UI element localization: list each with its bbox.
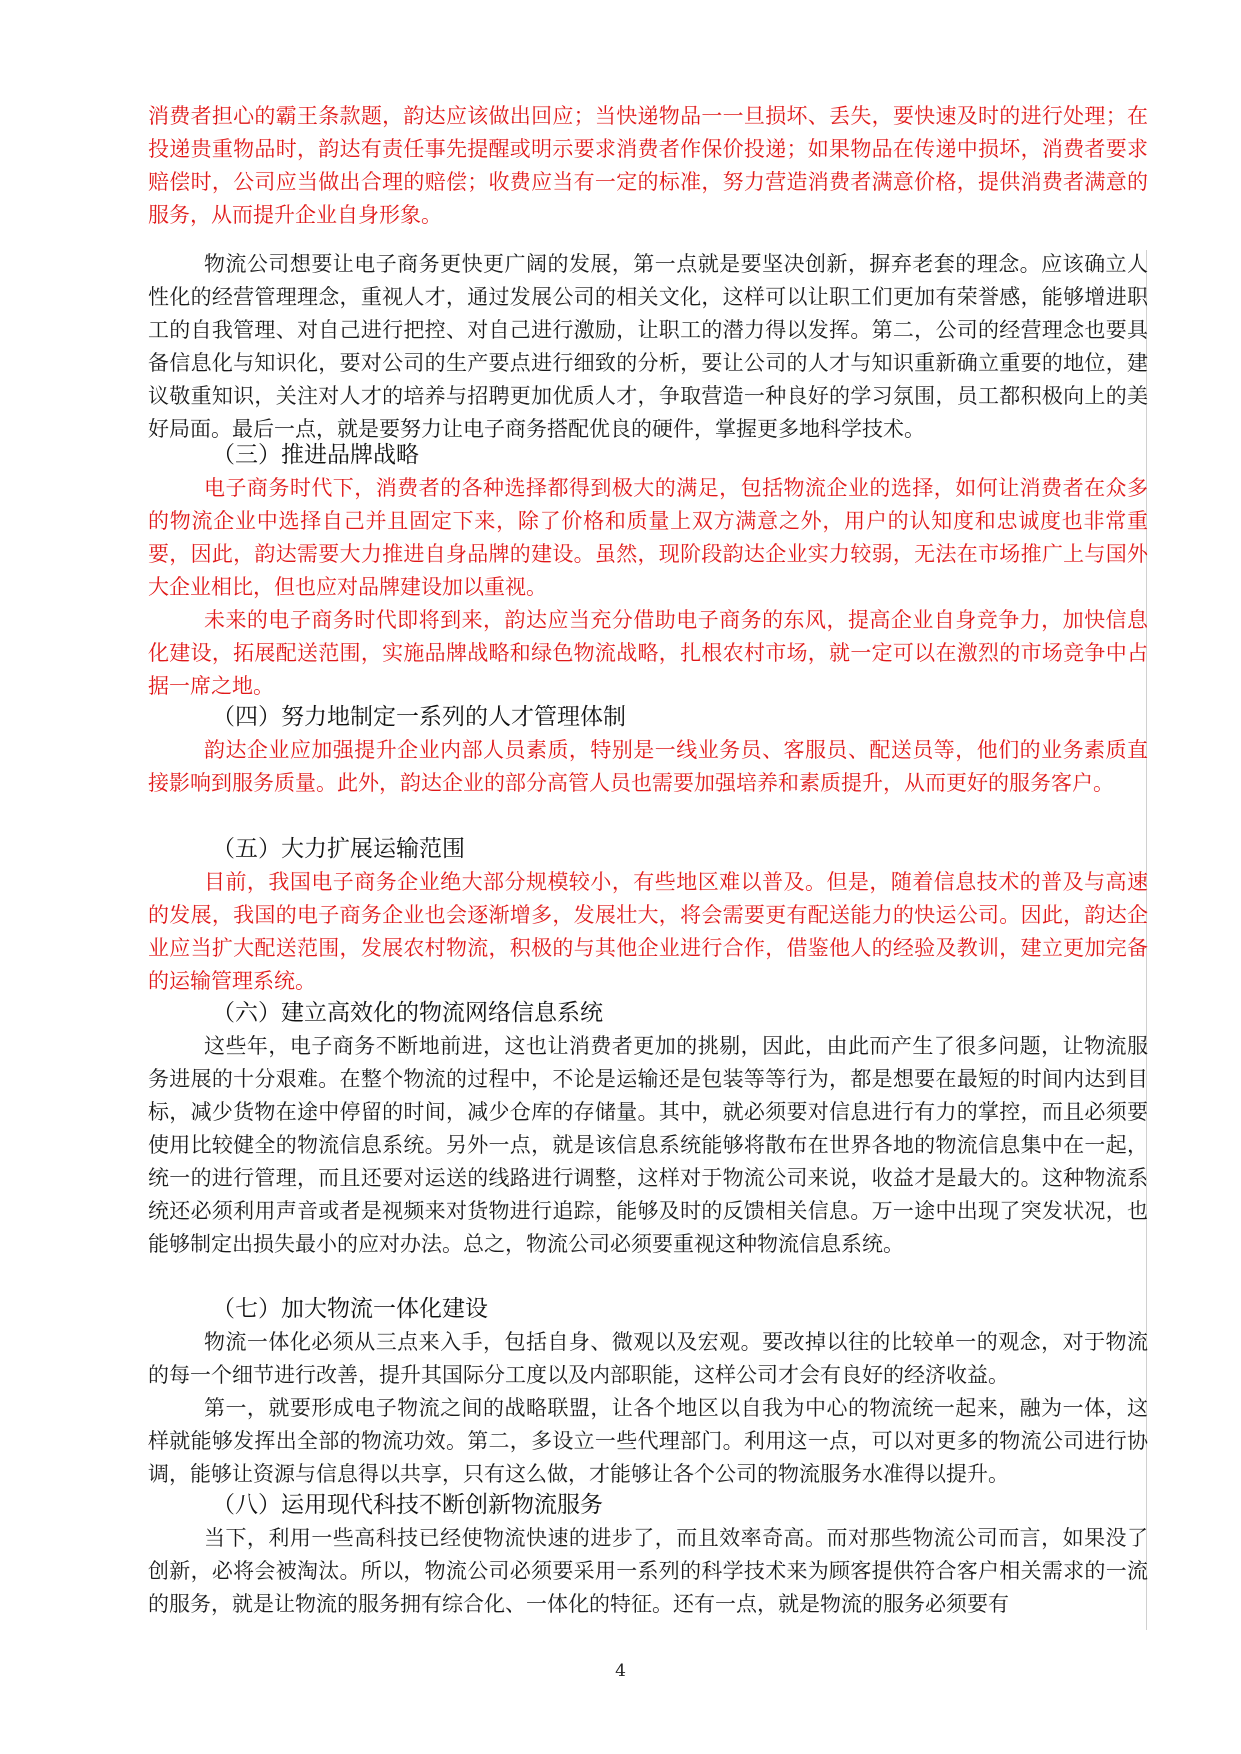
page-number: 4 [615,1661,626,1681]
heading-transport-scope: （五）大力扩展运输范围 [212,836,465,862]
heading-talent-management: （四）努力地制定一系列的人才管理体制 [212,704,626,730]
paragraph-service-response: 消费者担心的霸王条款题，韵达应该做出回应；当快递物品一一旦损坏、丢失，要快速及时的进行处理；在投递贵重物品时，韵达有责任事先提醒或明示要求消费者作保价投递；如果物品在传递中损坏，消费者要求赔偿时，公司应当做出合理的赔偿；收费应当有一定的标准，努力营造消费者满意价格，提供消费者满意的服务，从而提升企业自身形象。 [148,104,1148,227]
paragraph-innovation: 物流公司想要让电子商务更快更广阔的发展，第一点就是要坚决创新，摒弃老套的理念。应该确立人性化的经营管理理念，重视人才，通过发展公司的相关文化，这样可以让职工们更加有荣誉感，能够增进职工的自我管理、对自己进行把控、对自己进行激励，让职工的潜力得以发挥。第二，公司的经营理念也要具备信息化与知识化，要对公司的生产要点进行细致的分析，要让公司的人才与知识重新确立重要的地位，建议敬重知识，关注对人才的培养与招聘更加优质人才，争取营造一种良好的学习氛围，员工都积极向上的美好局面。最后一点，就是要努力让电子商务搭配优良的硬件，掌握更多地科学技术。 [148,252,1148,441]
heading-technology-innovation: （八）运用现代科技不断创新物流服务 [212,1492,603,1518]
heading-information-system: （六）建立高效化的物流网络信息系统 [212,1000,603,1026]
paragraph-logistics-information: 这些年，电子商务不断地前进，这也让消费者更加的挑剔，因此，由此而产生了很多问题，让物流服务进展的十分艰难。在整个物流的过程中，不论是运输还是包装等等行为，都是想要在最短的时间内达到目标，减少货物在途中停留的时间，减少仓库的存储量。其中，就必须要对信息进行有力的掌控，而且必须要使用比较健全的物流信息系统。另外一点，就是该信息系统能够将散布在世界各地的物流信息集中在一起，统一的进行管理，而且还要对运送的线路进行调整，这样对于物流公司来说，收益才是最大的。这种物流系统还必须利用声音或者是视频来对货物进行追踪，能够及时的反馈相关信息。万一途中出现了突发状况，也能够制定出损失最小的应对办法。总之，物流公司必须要重视这种物流信息系统。 [148,1034,1148,1256]
paragraph-integration-approach: 物流一体化必须从三点来入手，包括自身、微观以及宏观。要改掉以往的比较单一的观念，对于物流的每一个细节进行改善，提升其国际分工度以及内部职能，这样公司才会有良好的经济收益。 [148,1330,1148,1387]
heading-brand-strategy: （三）推进品牌战略 [212,442,419,468]
paragraph-strategic-alliance: 第一，就要形成电子物流之间的战略联盟，让各个地区以自我为中心的物流统一起来，融为一体，这样就能够发挥出全部的物流功效。第二，多设立一些代理部门。利用这一点，可以对更多的物流公司进行协调，能够让资源与信息得以共享，只有这么做，才能够让各个公司的物流服务水准得以提升。 [148,1396,1148,1486]
paragraph-technology-service: 当下，利用一些高科技已经使物流快速的进步了，而且效率奇高。而对那些物流公司而言，如果没了创新，必将会被淘汰。所以，物流公司必须要采用一系列的科学技术来为顾客提供符合客户相关需求的一流的服务，就是让物流的服务拥有综合化、一体化的特征。还有一点，就是物流的服务必须要有 [148,1526,1148,1616]
paragraph-future-ecommerce: 未来的电子商务时代即将到来，韵达应当充分借助电子商务的东风，提高企业自身竞争力，加快信息化建设，拓展配送范围，实施品牌战略和绿色物流战略，扎根农村市场，就一定可以在激烈的市场竞争中占据一席之地。 [148,608,1148,698]
paragraph-brand-building: 电子商务时代下，消费者的各种选择都得到极大的满足，包括物流企业的选择，如何让消费者在众多的物流企业中选择自己并且固定下来，除了价格和质量上双方满意之外，用户的认知度和忠诚度也非常重要，因此，韵达需要大力推进自身品牌的建设。虽然，现阶段韵达企业实力较弱，无法在市场推广上与国外大企业相比，但也应对品牌建设加以重视。 [148,476,1148,599]
paragraph-staff-quality: 韵达企业应加强提升企业内部人员素质，特别是一线业务员、客服员、配送员等，他们的业务素质直接影响到服务质量。此外，韵达企业的部分高管人员也需要加强培养和素质提升，从而更好的服务客户。 [148,738,1148,795]
heading-logistics-integration: （七）加大物流一体化建设 [212,1296,488,1322]
paragraph-delivery-expansion: 目前，我国电子商务企业绝大部分规模较小，有些地区难以普及。但是，随着信息技术的普及与高速的发展，我国的电子商务企业也会逐渐增多，发展壮大，将会需要更有配送能力的快运公司。因此，韵达企业应当扩大配送范围，发展农村物流，积极的与其他企业进行合作，借鉴他人的经验及教训，建立更加完备的运输管理系统。 [148,870,1148,993]
